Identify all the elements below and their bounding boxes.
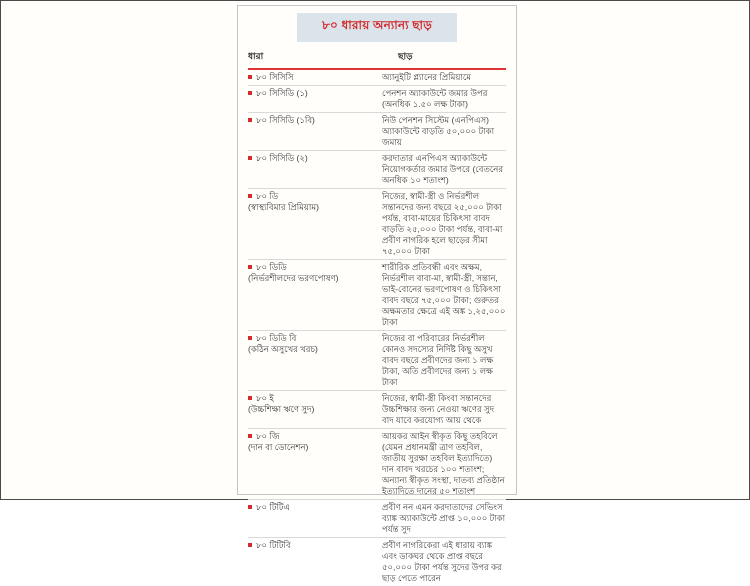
table-row xyxy=(248,429,506,500)
square-bullet-icon xyxy=(248,396,252,400)
section-note: (দান বা ডোনেশন) xyxy=(248,442,309,452)
section-note: (কঠিন অসুখের খরচ) xyxy=(248,344,318,354)
table-row xyxy=(248,391,506,429)
square-bullet-icon xyxy=(248,505,252,509)
section-label: ৮০ টিটিএ xyxy=(256,502,290,512)
section-cell xyxy=(248,72,376,83)
section-label: ৮০ সিসিডি (১বি) xyxy=(256,115,315,125)
section-cell xyxy=(248,115,376,148)
table-row xyxy=(248,113,506,151)
square-bullet-icon xyxy=(248,75,252,79)
section-label: ৮০ সিসিডি (১) xyxy=(256,88,308,98)
exemption-text: প্রবীণ নাগরিকেরা এই ধারায় ব্যাঙ্ক এবং ডাকঘর থেকে প্রাপ্ত বছরে ৫০,০০০ টাকা পর্যন্ত সুদের উপর কর ছাড় পেতে পারেন xyxy=(382,540,502,583)
section-cell xyxy=(248,262,376,328)
square-bullet-icon xyxy=(248,194,252,198)
section-label: ৮০ ডিডি xyxy=(256,262,287,272)
square-bullet-icon xyxy=(248,118,252,122)
section-cell xyxy=(248,431,376,497)
section-cell xyxy=(248,393,376,426)
exemption-text: শারীরিক প্রতিবন্ধী এবং অক্ষম, নির্ভরশীল বাবা-মা, স্বামী-স্ত্রী, সন্তান, ভাই-বোনের ভরণপোষণ ও চিকিৎসা বাবদ বছরে ৭৫,০০০ টাকা; গুরুতর অক্ষমতার ক্ষেত্রে এই অঙ্ক ১,২৫,০০০ টাকা xyxy=(382,262,506,327)
section-label: ৮০ টিটিবি xyxy=(256,540,291,550)
exemption-text: পেনশন অ্যাকাউন্টে জমার উপর (অনধিক ১.৫০ লক্ষ টাকা) xyxy=(382,88,488,109)
square-bullet-icon xyxy=(248,543,252,547)
table-title: ৮০ ধারায় অন্যান্য ছাড় xyxy=(297,13,457,42)
table-row xyxy=(248,70,506,86)
section-label: ৮০ সিসিডি (২) xyxy=(256,153,308,163)
square-bullet-icon xyxy=(248,156,252,160)
table-row xyxy=(248,331,506,391)
table-row xyxy=(248,260,506,331)
tax-exemption-table-card xyxy=(237,5,517,583)
square-bullet-icon xyxy=(248,434,252,438)
section-cell xyxy=(248,540,376,584)
section-label: ৮০ জি xyxy=(256,431,280,441)
section-cell xyxy=(248,88,376,110)
exemption-text: অ্যানুইটি প্ল্যানের প্রিমিয়ামে xyxy=(382,72,472,82)
exemption-text: নিজের বা পরিবারের নির্ভরশীল কোনও সদস্যের নির্দিষ্ট কিছু অসুখ বাবদ বছরে প্রবীণদের জন্য ১ লক্ষ টাকা, অতি প্রবীণদের জন্য ১ লক্ষ টাকা xyxy=(382,333,494,387)
exemption-text: নিজের, স্বামী-স্ত্রী কিংবা সন্তানদের উচ্চশিক্ষার জন্য নেওয়া ঋণের সুদ বাদ যাবে করযোগ্য আয় থেকে xyxy=(382,393,495,425)
table-body xyxy=(248,70,506,586)
section-note: (উচ্চশিক্ষা ঋণে সুদ) xyxy=(248,404,315,414)
section-note: (নির্ভরশীলদের ভরণপোষণ) xyxy=(248,273,339,283)
section-cell xyxy=(248,502,376,535)
exemption-text: আয়কর আইন স্বীকৃত কিছু তহবিলে (যেমন প্রধানমন্ত্রী ত্রাণ তহবিল, জাতীয় সুরক্ষা তহবিল ইত্যাদিতে) দান বাবদ খরচের ১০০ শতাংশ; অন্যান্য স্বীকৃত সংস্থা, দাতব্য প্রতিষ্ঠান ইত্যাদিতে দানের ৫০ শতাংশ xyxy=(382,431,505,496)
section-label: ৮০ সিসিসি xyxy=(256,72,294,82)
exemption-text: প্রবীণ নন এমন করদাতাদের সেভিংস ব্যাঙ্ক অ্যাকাউন্টে প্রাপ্ত ১০,০০০ টাকা পর্যন্ত সুদ xyxy=(382,502,506,534)
section-label: ৮০ ই xyxy=(256,393,274,403)
exemption-text: করদাতার এনপিএস অ্যাকাউন্টে নিয়োগকর্তার জমার উপরে (বেতনের অনধিক ১০ শতাংশ) xyxy=(382,153,504,185)
table-row xyxy=(248,538,506,586)
table-row xyxy=(248,189,506,260)
square-bullet-icon xyxy=(248,265,252,269)
column-header-exemption: ছাড় xyxy=(398,51,413,61)
table-row xyxy=(248,500,506,538)
section-cell xyxy=(248,333,376,388)
section-cell xyxy=(248,153,376,186)
section-cell xyxy=(248,191,376,257)
exemption-text: নিজের, স্বামী-স্ত্রী ও নির্ভরশীল সন্তানদের জন্য বছরে ২৫,০০০ টাকা পর্যন্ত, বাবা-মায়ের চিকিৎসা বাবদ বাড়তি ২৫,০০০ টাকা পর্যন্ত, বাবা-মা প্রবীণ নাগরিক হলে ছাড়ের সীমা ৭৫,০০০ টাকা xyxy=(382,191,503,256)
square-bullet-icon xyxy=(248,91,252,95)
square-bullet-icon xyxy=(248,336,252,340)
section-note: (স্বাস্থ্যবিমার প্রিমিয়াম) xyxy=(248,202,319,212)
table-row xyxy=(248,151,506,189)
table-row xyxy=(248,86,506,113)
section-label: ৮০ ডি xyxy=(256,191,279,201)
exemption-text: নিউ পেনশন সিস্টেম (এনপিএস) অ্যাকাউন্টে বাড়তি ৫০,০০০ টাকা জমায় xyxy=(382,115,495,147)
section-label: ৮০ ডিডি বি xyxy=(256,333,297,343)
table-header-row xyxy=(248,47,506,70)
column-header-section: ধারা xyxy=(248,51,264,61)
